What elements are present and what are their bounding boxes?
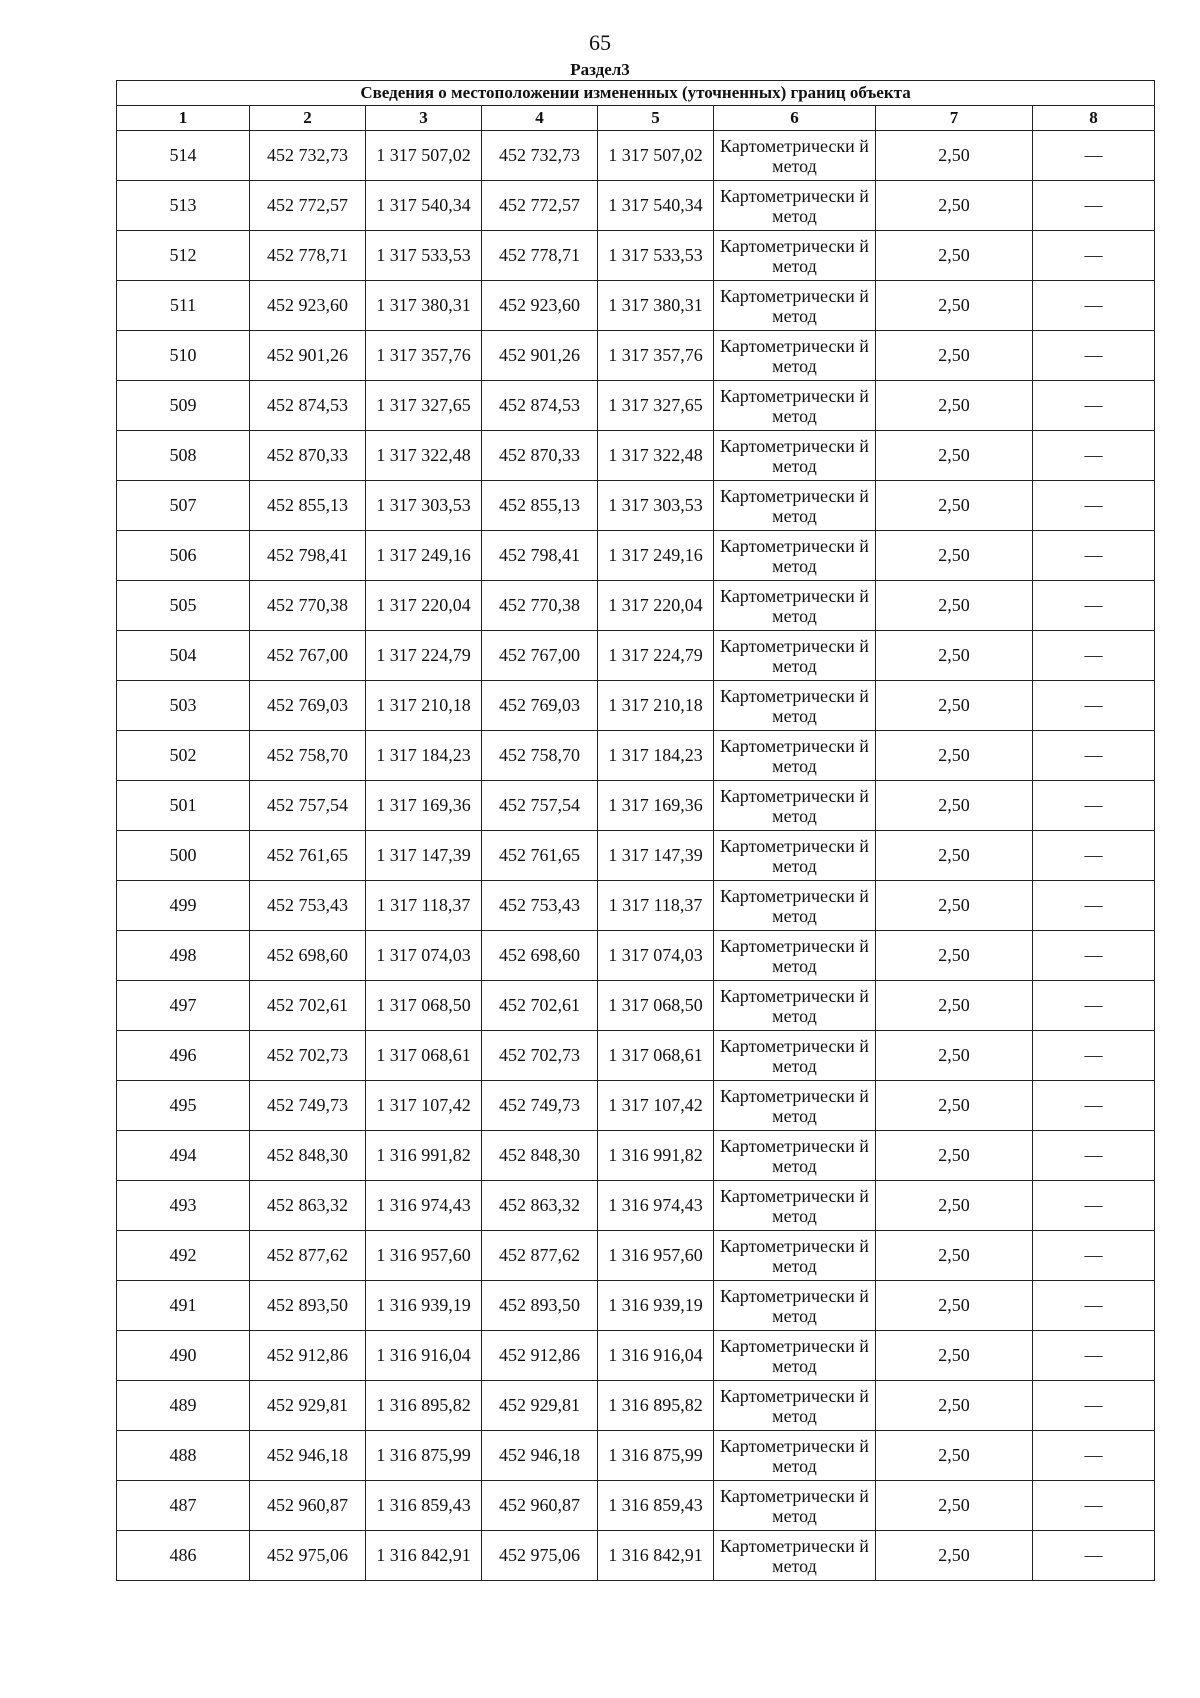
accuracy-cell: 2,50	[876, 1481, 1033, 1531]
existing-x-cell: 452 770,38	[250, 581, 366, 631]
method-cell: Картометрически й метод	[714, 1531, 876, 1581]
existing-x-cell: 452 761,65	[250, 831, 366, 881]
existing-x-cell: 452 798,41	[250, 531, 366, 581]
refined-x-cell: 452 893,50	[482, 1281, 598, 1331]
note-cell: —	[1033, 131, 1155, 181]
existing-x-cell: 452 772,57	[250, 181, 366, 231]
point-number-cell: 510	[117, 331, 250, 381]
table-row	[117, 1381, 1155, 1431]
method-cell: Картометрически й метод	[714, 1081, 876, 1131]
existing-y-cell: 1 317 184,23	[366, 731, 482, 781]
point-number-cell: 507	[117, 481, 250, 531]
existing-x-cell: 452 912,86	[250, 1331, 366, 1381]
point-number-cell: 499	[117, 881, 250, 931]
existing-x-cell: 452 757,54	[250, 781, 366, 831]
existing-y-cell: 1 316 916,04	[366, 1331, 482, 1381]
point-number-cell: 498	[117, 931, 250, 981]
existing-x-cell: 452 960,87	[250, 1481, 366, 1531]
method-cell: Картометрически й метод	[714, 1431, 876, 1481]
refined-x-cell: 452 877,62	[482, 1231, 598, 1281]
refined-x-cell: 452 848,30	[482, 1131, 598, 1181]
existing-y-cell: 1 317 210,18	[366, 681, 482, 731]
existing-x-cell: 452 767,00	[250, 631, 366, 681]
refined-y-cell: 1 316 991,82	[598, 1131, 714, 1181]
refined-y-cell: 1 317 249,16	[598, 531, 714, 581]
accuracy-cell: 2,50	[876, 1331, 1033, 1381]
existing-y-cell: 1 317 322,48	[366, 431, 482, 481]
refined-y-cell: 1 316 895,82	[598, 1381, 714, 1431]
accuracy-cell: 2,50	[876, 881, 1033, 931]
accuracy-cell: 2,50	[876, 581, 1033, 631]
note-cell: —	[1033, 1331, 1155, 1381]
existing-x-cell: 452 769,03	[250, 681, 366, 731]
refined-x-cell: 452 749,73	[482, 1081, 598, 1131]
note-cell: —	[1033, 1531, 1155, 1581]
existing-y-cell: 1 316 875,99	[366, 1431, 482, 1481]
table-row	[117, 281, 1155, 331]
method-cell: Картометрически й метод	[714, 181, 876, 231]
method-cell: Картометрически й метод	[714, 381, 876, 431]
point-number-cell: 490	[117, 1331, 250, 1381]
refined-x-cell: 452 929,81	[482, 1381, 598, 1431]
table-row	[117, 231, 1155, 281]
method-cell: Картометрически й метод	[714, 1031, 876, 1081]
existing-x-cell: 452 732,73	[250, 131, 366, 181]
accuracy-cell: 2,50	[876, 931, 1033, 981]
note-cell: —	[1033, 1081, 1155, 1131]
method-cell: Картометрически й метод	[714, 1481, 876, 1531]
note-cell: —	[1033, 481, 1155, 531]
method-cell: Картометрически й метод	[714, 131, 876, 181]
refined-x-cell: 452 769,03	[482, 681, 598, 731]
table-row	[117, 1281, 1155, 1331]
note-cell: —	[1033, 1431, 1155, 1481]
accuracy-cell: 2,50	[876, 781, 1033, 831]
refined-y-cell: 1 317 220,04	[598, 581, 714, 631]
refined-y-cell: 1 317 147,39	[598, 831, 714, 881]
note-cell: —	[1033, 681, 1155, 731]
point-number-cell: 495	[117, 1081, 250, 1131]
note-cell: —	[1033, 1231, 1155, 1281]
method-cell: Картометрически й метод	[714, 781, 876, 831]
point-number-cell: 497	[117, 981, 250, 1031]
note-cell: —	[1033, 631, 1155, 681]
note-cell: —	[1033, 331, 1155, 381]
refined-x-cell: 452 770,38	[482, 581, 598, 631]
table-caption: Сведения о местоположении измененных (уточненных) границ объекта	[117, 81, 1155, 106]
point-number-cell: 491	[117, 1281, 250, 1331]
accuracy-cell: 2,50	[876, 1531, 1033, 1581]
refined-x-cell: 452 798,41	[482, 531, 598, 581]
table-row	[117, 931, 1155, 981]
point-number-cell: 503	[117, 681, 250, 731]
existing-x-cell: 452 975,06	[250, 1531, 366, 1581]
refined-y-cell: 1 316 974,43	[598, 1181, 714, 1231]
table-row	[117, 581, 1155, 631]
table-row	[117, 1031, 1155, 1081]
column-header-row	[117, 106, 1155, 131]
refined-y-cell: 1 317 068,61	[598, 1031, 714, 1081]
existing-y-cell: 1 316 991,82	[366, 1131, 482, 1181]
note-cell: —	[1033, 431, 1155, 481]
accuracy-cell: 2,50	[876, 531, 1033, 581]
note-cell: —	[1033, 281, 1155, 331]
refined-y-cell: 1 317 540,34	[598, 181, 714, 231]
refined-y-cell: 1 316 957,60	[598, 1231, 714, 1281]
method-cell: Картометрически й метод	[714, 1231, 876, 1281]
refined-y-cell: 1 317 068,50	[598, 981, 714, 1031]
table-row	[117, 831, 1155, 881]
existing-y-cell: 1 317 068,50	[366, 981, 482, 1031]
existing-y-cell: 1 316 957,60	[366, 1231, 482, 1281]
accuracy-cell: 2,50	[876, 731, 1033, 781]
column-header-5: 5	[598, 106, 714, 131]
note-cell: —	[1033, 1031, 1155, 1081]
method-cell: Картометрически й метод	[714, 281, 876, 331]
note-cell: —	[1033, 531, 1155, 581]
existing-y-cell: 1 316 939,19	[366, 1281, 482, 1331]
refined-y-cell: 1 316 939,19	[598, 1281, 714, 1331]
method-cell: Картометрически й метод	[714, 1131, 876, 1181]
table-row	[117, 1431, 1155, 1481]
point-number-cell: 493	[117, 1181, 250, 1231]
existing-y-cell: 1 317 224,79	[366, 631, 482, 681]
note-cell: —	[1033, 981, 1155, 1031]
method-cell: Картометрически й метод	[714, 331, 876, 381]
refined-y-cell: 1 317 303,53	[598, 481, 714, 531]
existing-x-cell: 452 758,70	[250, 731, 366, 781]
existing-x-cell: 452 929,81	[250, 1381, 366, 1431]
point-number-cell: 489	[117, 1381, 250, 1431]
point-number-cell: 500	[117, 831, 250, 881]
refined-x-cell: 452 757,54	[482, 781, 598, 831]
accuracy-cell: 2,50	[876, 631, 1033, 681]
refined-x-cell: 452 874,53	[482, 381, 598, 431]
column-header-1: 1	[117, 106, 250, 131]
note-cell: —	[1033, 1381, 1155, 1431]
table-row	[117, 631, 1155, 681]
existing-y-cell: 1 316 974,43	[366, 1181, 482, 1231]
refined-y-cell: 1 317 380,31	[598, 281, 714, 331]
existing-y-cell: 1 316 895,82	[366, 1381, 482, 1431]
table-body	[117, 131, 1155, 1581]
table-row	[117, 331, 1155, 381]
point-number-cell: 501	[117, 781, 250, 831]
refined-x-cell: 452 863,32	[482, 1181, 598, 1231]
note-cell: —	[1033, 231, 1155, 281]
accuracy-cell: 2,50	[876, 1181, 1033, 1231]
accuracy-cell: 2,50	[876, 231, 1033, 281]
accuracy-cell: 2,50	[876, 381, 1033, 431]
point-number-cell: 512	[117, 231, 250, 281]
refined-x-cell: 452 912,86	[482, 1331, 598, 1381]
accuracy-cell: 2,50	[876, 1231, 1033, 1281]
existing-x-cell: 452 870,33	[250, 431, 366, 481]
existing-x-cell: 452 877,62	[250, 1231, 366, 1281]
method-cell: Картометрически й метод	[714, 731, 876, 781]
note-cell: —	[1033, 931, 1155, 981]
refined-y-cell: 1 317 118,37	[598, 881, 714, 931]
column-header-4: 4	[482, 106, 598, 131]
column-header-7: 7	[876, 106, 1033, 131]
existing-x-cell: 452 893,50	[250, 1281, 366, 1331]
existing-x-cell: 452 778,71	[250, 231, 366, 281]
method-cell: Картометрически й метод	[714, 681, 876, 731]
note-cell: —	[1033, 1281, 1155, 1331]
method-cell: Картометрически й метод	[714, 631, 876, 681]
point-number-cell: 506	[117, 531, 250, 581]
column-header-8: 8	[1033, 106, 1155, 131]
existing-x-cell: 452 923,60	[250, 281, 366, 331]
accuracy-cell: 2,50	[876, 981, 1033, 1031]
refined-y-cell: 1 317 533,53	[598, 231, 714, 281]
refined-y-cell: 1 316 859,43	[598, 1481, 714, 1531]
point-number-cell: 508	[117, 431, 250, 481]
table-row	[117, 1131, 1155, 1181]
note-cell: —	[1033, 731, 1155, 781]
refined-x-cell: 452 761,65	[482, 831, 598, 881]
existing-y-cell: 1 317 507,02	[366, 131, 482, 181]
method-cell: Картометрически й метод	[714, 531, 876, 581]
refined-y-cell: 1 317 074,03	[598, 931, 714, 981]
note-cell: —	[1033, 1481, 1155, 1531]
table-row	[117, 981, 1155, 1031]
note-cell: —	[1033, 1181, 1155, 1231]
existing-x-cell: 452 698,60	[250, 931, 366, 981]
point-number-cell: 504	[117, 631, 250, 681]
existing-x-cell: 452 863,32	[250, 1181, 366, 1231]
point-number-cell: 494	[117, 1131, 250, 1181]
table-row	[117, 181, 1155, 231]
method-cell: Картометрически й метод	[714, 981, 876, 1031]
refined-y-cell: 1 317 107,42	[598, 1081, 714, 1131]
point-number-cell: 513	[117, 181, 250, 231]
refined-x-cell: 452 753,43	[482, 881, 598, 931]
table-row	[117, 731, 1155, 781]
accuracy-cell: 2,50	[876, 431, 1033, 481]
method-cell: Картометрически й метод	[714, 581, 876, 631]
accuracy-cell: 2,50	[876, 1431, 1033, 1481]
refined-y-cell: 1 317 169,36	[598, 781, 714, 831]
refined-y-cell: 1 317 322,48	[598, 431, 714, 481]
refined-x-cell: 452 901,26	[482, 331, 598, 381]
note-cell: —	[1033, 181, 1155, 231]
refined-y-cell: 1 316 916,04	[598, 1331, 714, 1381]
method-cell: Картометрически й метод	[714, 881, 876, 931]
coordinates-table	[116, 80, 1155, 1581]
refined-x-cell: 452 772,57	[482, 181, 598, 231]
method-cell: Картометрически й метод	[714, 1181, 876, 1231]
existing-x-cell: 452 946,18	[250, 1431, 366, 1481]
existing-y-cell: 1 317 380,31	[366, 281, 482, 331]
accuracy-cell: 2,50	[876, 1381, 1033, 1431]
refined-x-cell: 452 698,60	[482, 931, 598, 981]
existing-x-cell: 452 749,73	[250, 1081, 366, 1131]
existing-y-cell: 1 317 357,76	[366, 331, 482, 381]
accuracy-cell: 2,50	[876, 181, 1033, 231]
refined-x-cell: 452 870,33	[482, 431, 598, 481]
existing-y-cell: 1 317 249,16	[366, 531, 482, 581]
note-cell: —	[1033, 581, 1155, 631]
refined-x-cell: 452 855,13	[482, 481, 598, 531]
refined-x-cell: 452 975,06	[482, 1531, 598, 1581]
existing-y-cell: 1 317 147,39	[366, 831, 482, 881]
existing-x-cell: 452 848,30	[250, 1131, 366, 1181]
note-cell: —	[1033, 1131, 1155, 1181]
table-row	[117, 131, 1155, 181]
table-row	[117, 1531, 1155, 1581]
column-header-2: 2	[250, 106, 366, 131]
refined-x-cell: 452 702,73	[482, 1031, 598, 1081]
table-row	[117, 681, 1155, 731]
accuracy-cell: 2,50	[876, 1281, 1033, 1331]
refined-y-cell: 1 317 327,65	[598, 381, 714, 431]
point-number-cell: 505	[117, 581, 250, 631]
existing-y-cell: 1 317 220,04	[366, 581, 482, 631]
refined-y-cell: 1 317 224,79	[598, 631, 714, 681]
existing-x-cell: 452 702,73	[250, 1031, 366, 1081]
existing-y-cell: 1 317 533,53	[366, 231, 482, 281]
table-row	[117, 431, 1155, 481]
method-cell: Картометрически й метод	[714, 231, 876, 281]
refined-x-cell: 452 923,60	[482, 281, 598, 331]
point-number-cell: 509	[117, 381, 250, 431]
existing-x-cell: 452 874,53	[250, 381, 366, 431]
point-number-cell: 492	[117, 1231, 250, 1281]
refined-y-cell: 1 317 357,76	[598, 331, 714, 381]
column-header-3: 3	[366, 106, 482, 131]
table-row	[117, 1181, 1155, 1231]
table-row	[117, 1331, 1155, 1381]
refined-x-cell: 452 767,00	[482, 631, 598, 681]
table-row	[117, 881, 1155, 931]
refined-y-cell: 1 316 875,99	[598, 1431, 714, 1481]
accuracy-cell: 2,50	[876, 281, 1033, 331]
existing-y-cell: 1 317 327,65	[366, 381, 482, 431]
refined-y-cell: 1 317 210,18	[598, 681, 714, 731]
refined-y-cell: 1 317 184,23	[598, 731, 714, 781]
existing-x-cell: 452 901,26	[250, 331, 366, 381]
method-cell: Картометрически й метод	[714, 1281, 876, 1331]
refined-y-cell: 1 317 507,02	[598, 131, 714, 181]
point-number-cell: 496	[117, 1031, 250, 1081]
existing-x-cell: 452 702,61	[250, 981, 366, 1031]
table-row	[117, 781, 1155, 831]
accuracy-cell: 2,50	[876, 331, 1033, 381]
method-cell: Картометрически й метод	[714, 931, 876, 981]
refined-y-cell: 1 316 842,91	[598, 1531, 714, 1581]
point-number-cell: 486	[117, 1531, 250, 1581]
point-number-cell: 488	[117, 1431, 250, 1481]
point-number-cell: 511	[117, 281, 250, 331]
table-row	[117, 531, 1155, 581]
method-cell: Картометрически й метод	[714, 1331, 876, 1381]
note-cell: —	[1033, 831, 1155, 881]
existing-y-cell: 1 316 859,43	[366, 1481, 482, 1531]
section-label: Раздел3	[570, 60, 630, 79]
point-number-cell: 514	[117, 131, 250, 181]
existing-y-cell: 1 317 107,42	[366, 1081, 482, 1131]
existing-x-cell: 452 855,13	[250, 481, 366, 531]
table-row	[117, 1231, 1155, 1281]
table-row	[117, 1081, 1155, 1131]
refined-x-cell: 452 960,87	[482, 1481, 598, 1531]
accuracy-cell: 2,50	[876, 481, 1033, 531]
existing-y-cell: 1 317 074,03	[366, 931, 482, 981]
method-cell: Картометрически й метод	[714, 431, 876, 481]
method-cell: Картометрически й метод	[714, 1381, 876, 1431]
existing-y-cell: 1 317 303,53	[366, 481, 482, 531]
refined-x-cell: 452 758,70	[482, 731, 598, 781]
existing-y-cell: 1 317 540,34	[366, 181, 482, 231]
accuracy-cell: 2,50	[876, 1131, 1033, 1181]
table-row	[117, 1481, 1155, 1531]
note-cell: —	[1033, 881, 1155, 931]
accuracy-cell: 2,50	[876, 681, 1033, 731]
accuracy-cell: 2,50	[876, 1081, 1033, 1131]
note-cell: —	[1033, 781, 1155, 831]
accuracy-cell: 2,50	[876, 1031, 1033, 1081]
refined-x-cell: 452 778,71	[482, 231, 598, 281]
refined-x-cell: 452 702,61	[482, 981, 598, 1031]
point-number-cell: 502	[117, 731, 250, 781]
existing-x-cell: 452 753,43	[250, 881, 366, 931]
existing-y-cell: 1 316 842,91	[366, 1531, 482, 1581]
accuracy-cell: 2,50	[876, 131, 1033, 181]
refined-x-cell: 452 732,73	[482, 131, 598, 181]
point-number-cell: 487	[117, 1481, 250, 1531]
table-row	[117, 381, 1155, 431]
page-number: 65	[589, 30, 611, 55]
note-cell: —	[1033, 381, 1155, 431]
existing-y-cell: 1 317 068,61	[366, 1031, 482, 1081]
existing-y-cell: 1 317 118,37	[366, 881, 482, 931]
column-header-6: 6	[714, 106, 876, 131]
table-row	[117, 481, 1155, 531]
method-cell: Картометрически й метод	[714, 831, 876, 881]
existing-y-cell: 1 317 169,36	[366, 781, 482, 831]
accuracy-cell: 2,50	[876, 831, 1033, 881]
refined-x-cell: 452 946,18	[482, 1431, 598, 1481]
method-cell: Картометрически й метод	[714, 481, 876, 531]
